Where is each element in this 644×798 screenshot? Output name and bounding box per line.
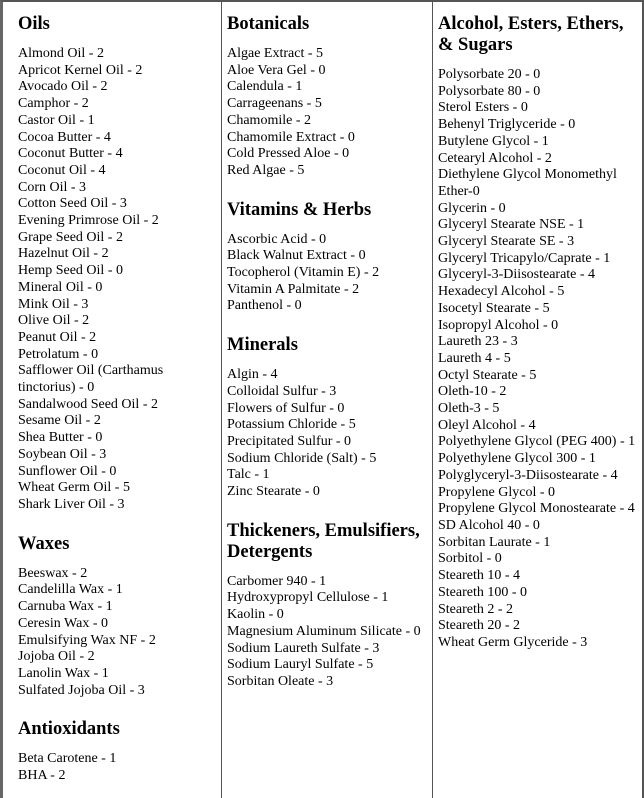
section — [18, 14, 221, 514]
ingredient-item: Polysorbate 80 - 0 — [438, 83, 541, 99]
ingredient-list — [227, 232, 432, 316]
ingredient-item: Precipitated Sulfur - 0 — [227, 433, 352, 449]
ingredient-item: Oleyl Alcohol - 4 — [438, 417, 536, 433]
ingredient-item: Ascorbic Acid - 0 — [227, 231, 327, 247]
ingredient-item: Oleth-3 - 5 — [438, 401, 500, 417]
ingredient-item: Propylene Glycol - 0 — [438, 484, 556, 500]
ingredient-item: Potassium Chloride - 5 — [227, 417, 356, 433]
ingredient-item: Lanolin Wax - 1 — [18, 665, 109, 681]
ingredient-list — [18, 566, 221, 700]
ingredient-item: Black Walnut Extract - 0 — [227, 248, 366, 264]
ingredient-item: SD Alcohol 40 - 0 — [438, 517, 540, 533]
ingredient-list — [227, 574, 432, 691]
ingredient-item: Hazelnut Oil - 2 — [18, 246, 109, 262]
ingredient-item: Sterol Esters - 0 — [438, 100, 528, 116]
ingredient-item: Sodium Laureth Sulfate - 3 — [227, 640, 380, 656]
ingredient-item: Emulsifying Wax NF - 2 — [18, 632, 156, 648]
section-title: Minerals — [227, 335, 298, 356]
ingredient-item: Cold Pressed Aloe - 0 — [227, 146, 350, 162]
ingredient-item: Chamomile Extract - 0 — [227, 129, 355, 145]
ingredient-item: Avocado Oil - 2 — [18, 79, 108, 95]
ingredient-item: Sorbitan Oleate - 3 — [227, 673, 334, 689]
ingredient-item: Peanut Oil - 2 — [18, 329, 97, 345]
section-title: Alcohol, Esters, Ethers, & Sugars — [438, 14, 624, 55]
ingredient-item: Polyethylene Glycol (PEG 400) - 1 — [438, 434, 636, 450]
ingredient-item: Polyglyceryl-3-Diisostearate - 4 — [438, 467, 618, 483]
ingredient-item: Sodium Chloride (Salt) - 5 — [227, 450, 377, 466]
ingredient-item: BHA - 2 — [18, 768, 66, 784]
ingredient-item: Propylene Glycol Monostearate - 4 — [438, 501, 635, 517]
ingredient-item: Octyl Stearate - 5 — [438, 367, 537, 383]
ingredient-item: Hydroxypropyl Cellulose - 1 — [227, 590, 389, 606]
section — [18, 719, 221, 784]
ingredient-item: Shark Liver Oil - 3 — [18, 496, 125, 512]
ingredient-item: Castor Oil - 1 — [18, 112, 95, 128]
ingredient-item: Corn Oil - 3 — [18, 179, 87, 195]
ingredient-item: Polyethylene Glycol 300 - 1 — [438, 451, 596, 467]
ingredient-item: Talc - 1 — [227, 467, 270, 483]
ingredient-item: Chamomile - 2 — [227, 112, 311, 128]
ingredient-item: Wheat Germ Glyceride - 3 — [438, 634, 588, 650]
section-title: Antioxidants — [18, 719, 120, 740]
ingredient-item: Magnesium Aluminum Silicate - 0 — [227, 623, 421, 639]
ingredient-item: Olive Oil - 2 — [18, 313, 90, 329]
section-title: Oils — [18, 14, 50, 34]
ingredient-item: Tocopherol (Vitamin E) - 2 — [227, 265, 380, 281]
section — [438, 14, 640, 652]
ingredient-item: Glycerin - 0 — [438, 200, 506, 216]
ingredient-item: Beeswax - 2 — [18, 565, 88, 581]
ingredient-item: Carrageenans - 5 — [227, 96, 322, 112]
ingredient-item: Cocoa Butter - 4 — [18, 129, 111, 145]
ingredient-item: Isopropyl Alcohol - 0 — [438, 317, 559, 333]
ingredient-item: Grape Seed Oil - 2 — [18, 229, 123, 245]
ingredient-item: Cetearyl Alcohol - 2 — [438, 150, 552, 166]
ingredient-item: Sulfated Jojoba Oil - 3 — [18, 682, 145, 698]
ingredient-item: Beta Carotene - 1 — [18, 751, 117, 767]
ingredient-item: Sunflower Oil - 0 — [18, 463, 117, 479]
ingredient-item: Safflower Oil (Carthamus tinctorius) - 0 — [18, 363, 164, 396]
section — [227, 14, 432, 180]
ingredient-item: Shea Butter - 0 — [18, 430, 103, 446]
ingredient-item: Mink Oil - 3 — [18, 296, 89, 312]
ingredient-item: Evening Primrose Oil - 2 — [18, 213, 159, 229]
ingredient-item: Calendula - 1 — [227, 79, 303, 95]
ingredient-item: Sodium Lauryl Sulfate - 5 — [227, 657, 374, 673]
ingredient-item: Behenyl Triglyceride - 0 — [438, 117, 576, 133]
ingredient-item: Flowers of Sulfur - 0 — [227, 400, 345, 416]
section-title: Waxes — [18, 533, 70, 554]
ingredient-item: Almond Oil - 2 — [18, 46, 104, 61]
ingredient-item: Glyceryl Tricapylo/Caprate - 1 — [438, 250, 611, 266]
ingredient-item: Mineral Oil - 0 — [18, 279, 103, 295]
ingredient-item: Sorbitan Laurate - 1 — [438, 534, 551, 550]
section-title: Vitamins & Herbs — [227, 199, 372, 220]
ingredient-list — [438, 67, 640, 652]
section — [227, 521, 432, 691]
ingredient-item: Steareth 10 - 4 — [438, 568, 521, 584]
column-1 — [0, 0, 222, 798]
ingredient-item: Wheat Germ Oil - 5 — [18, 480, 130, 496]
ingredient-item: Aloe Vera Gel - 0 — [227, 62, 326, 78]
ingredient-item: Glyceryl-3-Diisostearate - 4 — [438, 267, 596, 283]
section-title: Thickeners, Emulsifiers, Detergents — [227, 520, 420, 562]
ingredient-item: Camphor - 2 — [18, 96, 89, 112]
ingredient-item: Panthenol - 0 — [227, 298, 302, 314]
ingredient-item: Laureth 23 - 3 — [438, 334, 518, 350]
ingredient-item: Kaolin - 0 — [227, 607, 284, 623]
ingredient-item: Butylene Glycol - 1 — [438, 133, 549, 149]
ingredient-item: Coconut Butter - 4 — [18, 146, 123, 162]
ingredient-item: Colloidal Sulfur - 3 — [227, 383, 337, 399]
ingredient-item: Cotton Seed Oil - 3 — [18, 196, 127, 212]
column-3 — [433, 0, 644, 798]
ingredient-item: Vitamin A Palmitate - 2 — [227, 281, 360, 297]
ingredient-item: Oleth-10 - 2 — [438, 384, 507, 400]
ingredient-item: Sorbitol - 0 — [438, 551, 502, 567]
section-title: Botanicals — [227, 14, 310, 34]
ingredient-item: Carbomer 940 - 1 — [227, 573, 327, 589]
column-2 — [222, 0, 433, 798]
ingredient-item: Hemp Seed Oil - 0 — [18, 263, 123, 279]
ingredient-item: Candelilla Wax - 1 — [18, 582, 123, 598]
section — [227, 200, 432, 316]
ingredient-item: Zinc Stearate - 0 — [227, 484, 320, 500]
section — [18, 534, 221, 700]
ingredient-item: Algae Extract - 5 — [227, 46, 324, 61]
ingredient-item: Sesame Oil - 2 — [18, 413, 101, 429]
ingredient-item: Diethylene Glycol Monomethyl Ether-0 — [438, 167, 617, 199]
ingredient-item: Glyceryl Stearate SE - 3 — [438, 234, 575, 250]
ingredient-item: Red Algae - 5 — [227, 162, 305, 178]
ingredient-item: Ceresin Wax - 0 — [18, 615, 108, 631]
ingredient-item: Apricot Kernel Oil - 2 — [18, 62, 143, 78]
ingredient-list — [18, 46, 221, 514]
ingredient-item: Laureth 4 - 5 — [438, 350, 511, 366]
ingredient-list — [227, 46, 432, 180]
ingredient-item: Algin - 4 — [227, 367, 278, 383]
ingredient-item: Soybean Oil - 3 — [18, 446, 107, 462]
ingredient-item: Steareth 2 - 2 — [438, 601, 514, 617]
ingredient-list — [18, 751, 221, 784]
ingredient-item: Steareth 20 - 2 — [438, 618, 521, 634]
ingredient-item: Sandalwood Seed Oil - 2 — [18, 396, 158, 412]
ingredient-item: Carnuba Wax - 1 — [18, 599, 113, 615]
section — [227, 335, 432, 501]
ingredient-item: Jojoba Oil - 2 — [18, 649, 95, 665]
ingredient-item: Petrolatum - 0 — [18, 346, 99, 362]
ingredient-item: Coconut Oil - 4 — [18, 162, 106, 178]
ingredient-item: Glyceryl Stearate NSE - 1 — [438, 217, 585, 233]
ingredient-item: Polysorbate 20 - 0 — [438, 67, 541, 82]
ingredient-item: Hexadecyl Alcohol - 5 — [438, 284, 565, 300]
ingredient-list — [227, 367, 432, 501]
ingredient-item: Steareth 100 - 0 — [438, 584, 528, 600]
ingredient-item: Isocetyl Stearate - 5 — [438, 300, 550, 316]
